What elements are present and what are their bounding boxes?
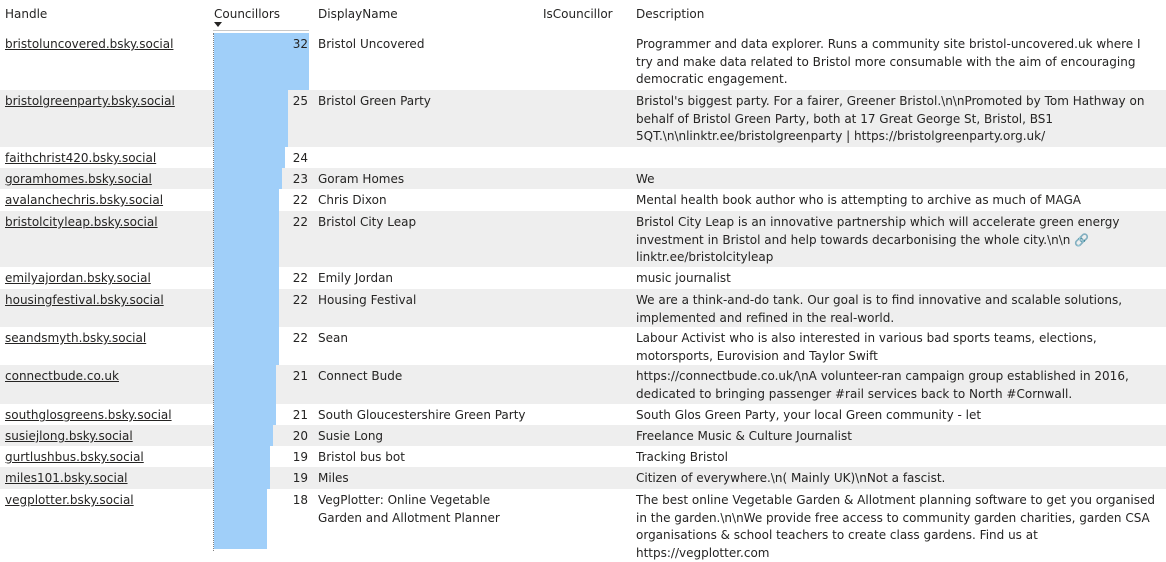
table-row[interactable] [0,289,1166,327]
display-name-cell: Susie Long [318,429,384,443]
handle-link[interactable]: susiejlong.bsky.social [5,429,133,443]
councillors-value: 18 [292,493,308,507]
description-cell: Labour Activist who is also interested in various bad sports teams, elections, motorsports, Eurovision and Taylor Swift [636,331,1097,363]
handle-link[interactable]: bristolgreenparty.bsky.social [5,94,175,108]
display-name-cell: Connect Bude [318,369,403,383]
description-cell: Bristol's biggest party. For a fairer, Greener Bristol.\n\nPromoted by Tom Hathway on behalf of Bristol Green Party, both at 17 Great George St, Bristol, BS1 5QT.\n\nlinktr.ee/bristolgreenparty | https://bristolgreenparty.org.uk/ [636,94,1145,144]
councillors-value: 23 [292,172,308,186]
handle-link[interactable]: gurtlushbus.bsky.social [5,450,144,464]
table-row[interactable] [0,189,1166,211]
table-row[interactable] [0,211,1166,267]
description-cell: Freelance Music & Culture Journalist [636,429,852,443]
description-cell: We are a think-and-do tank. Our goal is to find innovative and scalable solutions, implemented and refined in the real-world. [636,293,1123,325]
description-cell: Programmer and data explorer. Runs a community site bristol-uncovered.uk where I try and make data related to Bristol more consumable with the aim of encouraging democratic engagement. [636,37,1141,87]
table-row[interactable] [0,267,1166,289]
description-cell: Bristol City Leap is an innovative partnership which will accelerate green energy investment in Bristol and help towards decarbonising the whole city.\n\n 🔗 linktr.ee/bristolcityleap [636,215,1120,265]
description-cell: Tracking Bristol [636,450,728,464]
councillors-value: 21 [292,369,308,383]
description-cell: Mental health book author who is attempting to archive as much of MAGA [636,193,1081,207]
description-cell: https://connectbude.co.uk/\nA volunteer-ran campaign group established in 2016, dedicated to bringing passenger #rail services back to North #Cornwall. [636,369,1129,401]
handle-link[interactable]: emilyajordan.bsky.social [5,271,151,285]
table-row[interactable] [0,404,1166,425]
handle-link[interactable]: miles101.bsky.social [5,471,128,485]
handle-link[interactable]: southglosgreens.bsky.social [5,408,172,422]
table-row[interactable] [0,90,1166,147]
handle-link[interactable]: goramhomes.bsky.social [5,172,152,186]
councillors-value: 22 [292,331,308,345]
table-row[interactable] [0,365,1166,404]
display-name-cell: Miles [318,471,349,485]
handle-link[interactable]: housingfestival.bsky.social [5,293,164,307]
column-header-handle[interactable]: Handle [5,7,48,21]
description-cell: Citizen of everywhere.\n( Mainly UK)\nNot a fascist. [636,471,946,485]
display-name-cell: Emily Jordan [318,271,394,285]
display-name-cell: Housing Festival [318,293,417,307]
handle-link[interactable]: bristolcityleap.bsky.social [5,215,158,229]
handle-link[interactable]: bristoluncovered.bsky.social [5,37,174,51]
description-cell: We [636,172,655,186]
table-row[interactable] [0,446,1166,467]
display-name-cell: Bristol Green Party [318,94,431,108]
table-row[interactable] [0,147,1166,168]
councillors-value: 32 [292,37,308,51]
handle-link[interactable]: seandsmyth.bsky.social [5,331,147,345]
table-row[interactable] [0,489,1166,560]
description-cell: The best online Vegetable Garden & Allotment planning software to get you organised in the garden.\n\nWe provide free access to community garden charities, garden CSA organisations & school teachers to create class gardens. Find us at https://vegplotter.com [636,493,1155,560]
display-name-cell: Goram Homes [318,172,405,186]
table-row[interactable] [0,168,1166,189]
table-row[interactable] [0,33,1166,90]
councillors-value: 22 [292,215,308,229]
display-name-cell: VegPlotter: Online Vegetable Garden and Allotment Planner [318,493,500,525]
display-name-cell: South Gloucestershire Green Party [318,408,526,422]
handle-link[interactable]: connectbude.co.uk [5,369,119,383]
display-name-cell: Bristol bus bot [318,450,405,464]
handle-link[interactable]: vegplotter.bsky.social [5,493,134,507]
councillors-value: 21 [292,408,308,422]
councillors-value: 25 [292,94,308,108]
councillors-value: 20 [292,429,308,443]
description-cell: South Glos Green Party, your local Green community - let [636,408,982,422]
chevron-down-icon[interactable] [214,22,222,27]
councillors-value: 22 [292,271,308,285]
table-header [0,0,1166,33]
table-row[interactable] [0,327,1166,365]
councillors-value: 22 [292,293,308,307]
column-header-is-councillor[interactable]: IsCouncillor [543,7,613,21]
table-body [0,33,1166,560]
column-header-councillors[interactable]: Councillors [214,7,281,21]
councillors-value: 24 [292,151,308,165]
column-header-underline [213,30,309,31]
handle-link[interactable]: avalanchechris.bsky.social [5,193,164,207]
councillors-value: 19 [292,471,308,485]
display-name-cell: Chris Dixon [318,193,387,207]
handle-link[interactable]: faithchrist420.bsky.social [5,151,157,165]
description-cell: music journalist [636,271,731,285]
column-guide-line [213,33,214,551]
councillors-value: 22 [292,193,308,207]
column-header-display-name[interactable]: DisplayName [318,7,398,21]
table-row[interactable] [0,425,1166,446]
table-row[interactable] [0,467,1166,489]
councillors-value: 19 [292,450,308,464]
column-header-description[interactable]: Description [636,7,705,21]
display-name-cell: Bristol Uncovered [318,37,425,51]
display-name-cell: Sean [318,331,348,345]
display-name-cell: Bristol City Leap [318,215,417,229]
